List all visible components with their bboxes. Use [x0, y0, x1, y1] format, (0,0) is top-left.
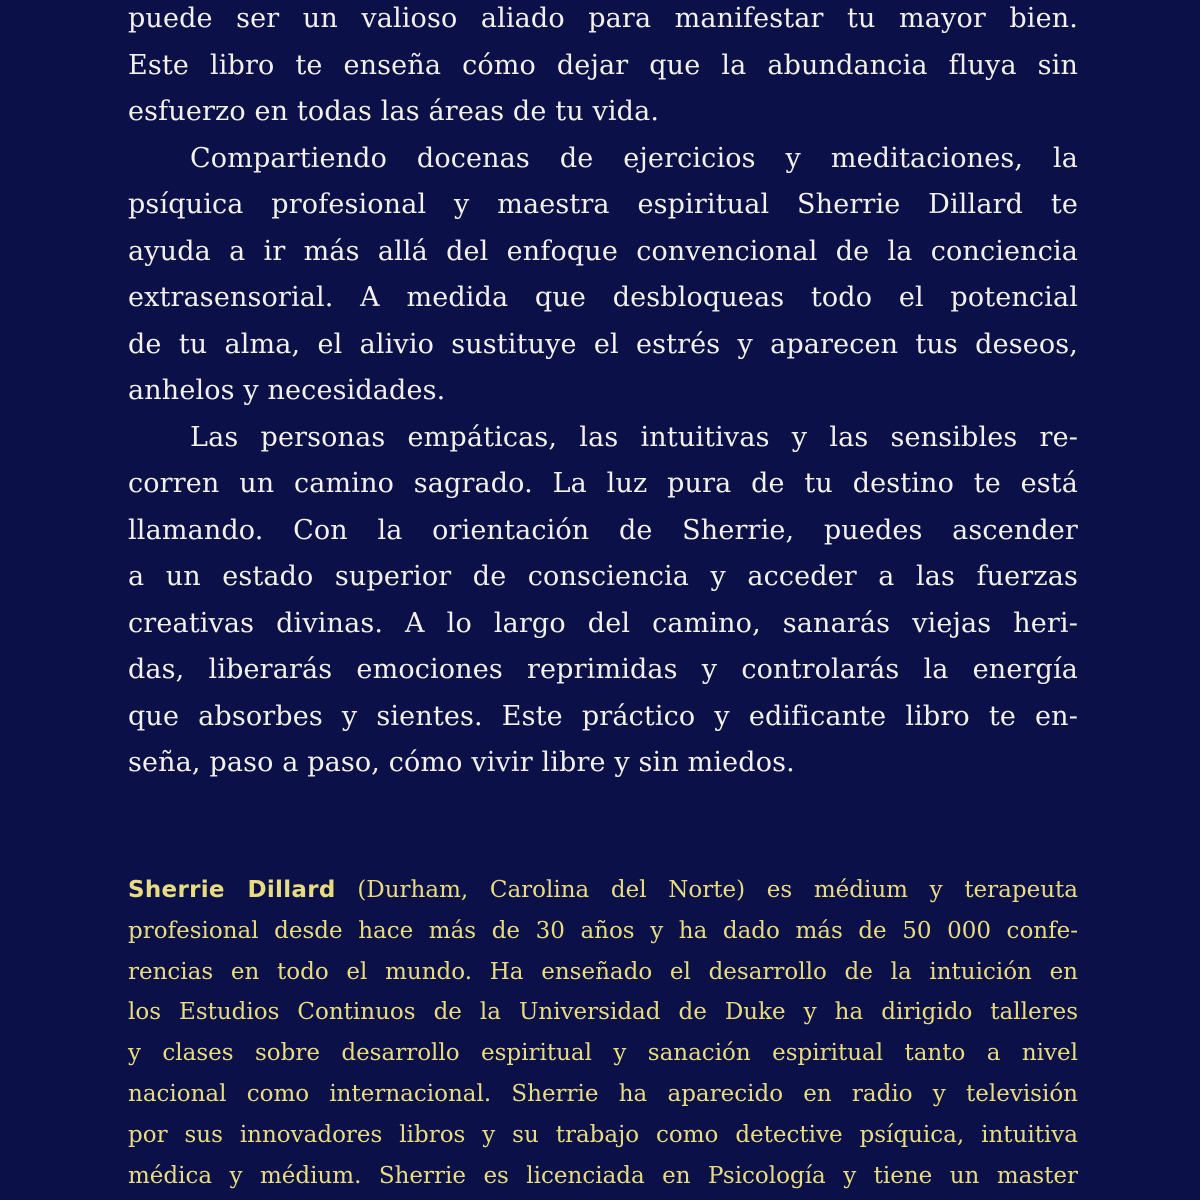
- bio-text-line: rencias en todo el mundo. Ha enseñado el desarrollo de la intuición en: [128, 958, 1078, 985]
- text-line: anhelos y necesidades.: [128, 375, 446, 406]
- text-line: puede ser un valioso aliado para manifestar tu mayor bien.: [128, 3, 1078, 34]
- text-line: psíquica profesional y maestra espiritual Sherrie Dillard te: [128, 189, 1078, 220]
- text-line: creativas divinas. A lo largo del camino, sanarás viejas heri-: [128, 607, 1078, 639]
- author-name: Sherrie Dillard: [128, 877, 336, 903]
- text-line: llamando. Con la orientación de Sherrie, puedes ascender: [128, 514, 1078, 546]
- bio-text-line: los Estudios Continuos de la Universidad de Duke y ha dirigido talleres: [128, 999, 1078, 1026]
- text-line: corren un camino sagrado. La luz pura de tu destino te está: [128, 468, 1078, 499]
- bio-text-line: médica y médium. Sherrie es licenciada en Psicología y tiene un master: [128, 1162, 1078, 1189]
- text-line: a un estado superior de consciencia y acceder a las fuerzas: [128, 561, 1078, 592]
- description-paragraph-1: [128, 0, 1078, 136]
- bio-text-line: y clases sobre desarrollo espiritual y sanación espiritual tanto a nivel: [128, 1040, 1078, 1067]
- text-line: esfuerzo en todas las áreas de tu vida.: [128, 96, 660, 127]
- book-description: [128, 0, 1078, 787]
- text-line: que absorbes y sientes. Este práctico y edificante libro te en-: [128, 700, 1078, 732]
- text-line: Este libro te enseña cómo dejar que la abundancia fluya sin: [128, 49, 1078, 81]
- description-paragraph-3: [128, 415, 1078, 787]
- author-bio: [128, 870, 1078, 1196]
- text-line: de tu alma, el alivio sustituye el estrés y aparecen tus deseos,: [128, 328, 1078, 360]
- text-line: Las personas empáticas, las intuitivas y las sensibles re-: [190, 421, 1078, 453]
- bio-text-line: profesional desde hace más de 30 años y ha dado más de 50 000 confe-: [128, 917, 1078, 944]
- bio-text-line: (Durham, Carolina del Norte) es médium y terapeuta: [335, 877, 1078, 903]
- description-paragraph-2: [128, 136, 1078, 415]
- bio-first-line: [128, 870, 1078, 911]
- text-line: das, liberarás emociones reprimidas y controlarás la energía: [128, 654, 1078, 685]
- text-line: Compartiendo docenas de ejercicios y meditaciones, la: [190, 142, 1078, 174]
- bio-text-line: por sus innovadores libros y su trabajo como detective psíquica, intuitiva: [128, 1121, 1078, 1148]
- text-line: seña, paso a paso, cómo vivir libre y sin miedos.: [128, 747, 795, 778]
- text-line: extrasensorial. A medida que desbloqueas todo el potencial: [128, 282, 1078, 313]
- bio-text-line: nacional como internacional. Sherrie ha aparecido en radio y televisión: [128, 1080, 1078, 1107]
- text-line: ayuda a ir más allá del enfoque convencional de la conciencia: [128, 235, 1078, 267]
